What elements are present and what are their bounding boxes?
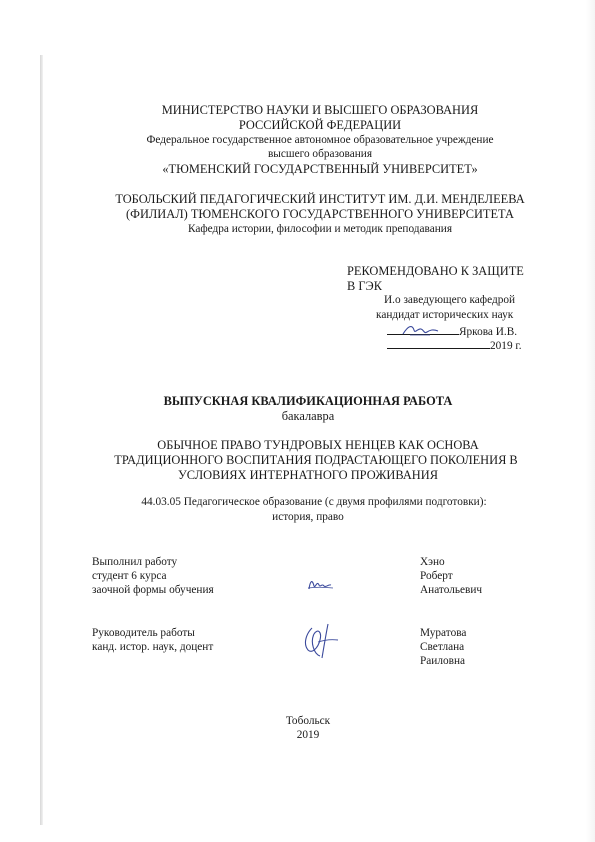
approver-position: И.о заведующего кафедрой	[384, 294, 516, 306]
approver-name: Яркова И.В.	[459, 326, 518, 338]
author-role-line-1: Выполнил работу	[92, 556, 178, 568]
approver-degree: кандидат исторических наук	[376, 309, 514, 321]
supervisor-signature-image	[298, 620, 346, 664]
institution-type-line-2: высшего образования	[267, 148, 373, 160]
approval-line-2: В ГЭК	[347, 279, 382, 293]
work-title-line-1: ОБЫЧНОЕ ПРАВО ТУНДРОВЫХ НЕНЦЕВ КАК ОСНОВА	[157, 438, 479, 452]
institution-type-line-1: Федеральное государственное автономное образовательное учреждение	[146, 134, 494, 146]
approval-date-row	[387, 337, 522, 352]
work-level: бакалавра	[281, 409, 335, 423]
approval-date: 2019 г.	[490, 340, 522, 352]
work-title-line-2: ТРАДИЦИОННОГО ВОСПИТАНИЯ ПОДРАСТАЮЩЕГО ПОКОЛЕНИЯ В	[114, 453, 518, 467]
department-name: Кафедра истории, философии и методик преподавания	[187, 223, 453, 235]
author-role-line-3: заочной формы обучения	[92, 584, 214, 596]
ministry-line-1: МИНИСТЕРСТВО НАУКИ И ВЫСШЕГО ОБРАЗОВАНИЯ	[161, 103, 479, 117]
institute-line-1: ТОБОЛЬСКИЙ ПЕДАГОГИЧЕСКИЙ ИНСТИТУТ ИМ. Д.И. МЕНДЕЛЕЕВА	[115, 192, 525, 206]
institute-line-2: (ФИЛИАЛ) ТЮМЕНСКОГО ГОСУДАРСТВЕННОГО УНИВЕРСИТЕТА	[126, 207, 514, 221]
date-blank-line	[387, 337, 490, 349]
author-first-name: Роберт	[420, 570, 453, 582]
author-signature-image	[306, 574, 336, 594]
author-role-line-2: студент 6 курса	[92, 570, 167, 582]
supervisor-role-line-1: Руководитель работы	[92, 627, 195, 639]
supervisor-last-name: Муратова	[420, 627, 467, 639]
author-last-name: Хэно	[420, 556, 445, 568]
footer-year: 2019	[296, 729, 320, 741]
footer-city: Тобольск	[285, 715, 331, 727]
program-line-2: история, право	[272, 511, 344, 523]
work-type: ВЫПУСКНАЯ КВАЛИФИКАЦИОННАЯ РАБОТА	[163, 394, 453, 408]
supervisor-first-name: Светлана	[420, 641, 465, 653]
approval-line-1: РЕКОМЕНДОВАНО К ЗАЩИТЕ	[347, 264, 524, 278]
supervisor-role-line-2: канд. истор. наук, доцент	[92, 641, 214, 653]
program-line-1: 44.03.05 Педагогическое образование (с двумя профилями подготовки):	[141, 496, 487, 508]
ministry-line-2: РОССИЙСКОЙ ФЕДЕРАЦИИ	[238, 118, 402, 132]
work-title-line-3: УСЛОВИЯХ ИНТЕРНАТНОГО ПРОЖИВАНИЯ	[178, 468, 438, 482]
author-patronymic: Анатольевич	[420, 584, 483, 596]
university-name: «ТЮМЕНСКИЙ ГОСУДАРСТВЕННЫЙ УНИВЕРСИТЕТ»	[162, 162, 478, 176]
supervisor-patronymic: Раиловна	[420, 655, 466, 667]
